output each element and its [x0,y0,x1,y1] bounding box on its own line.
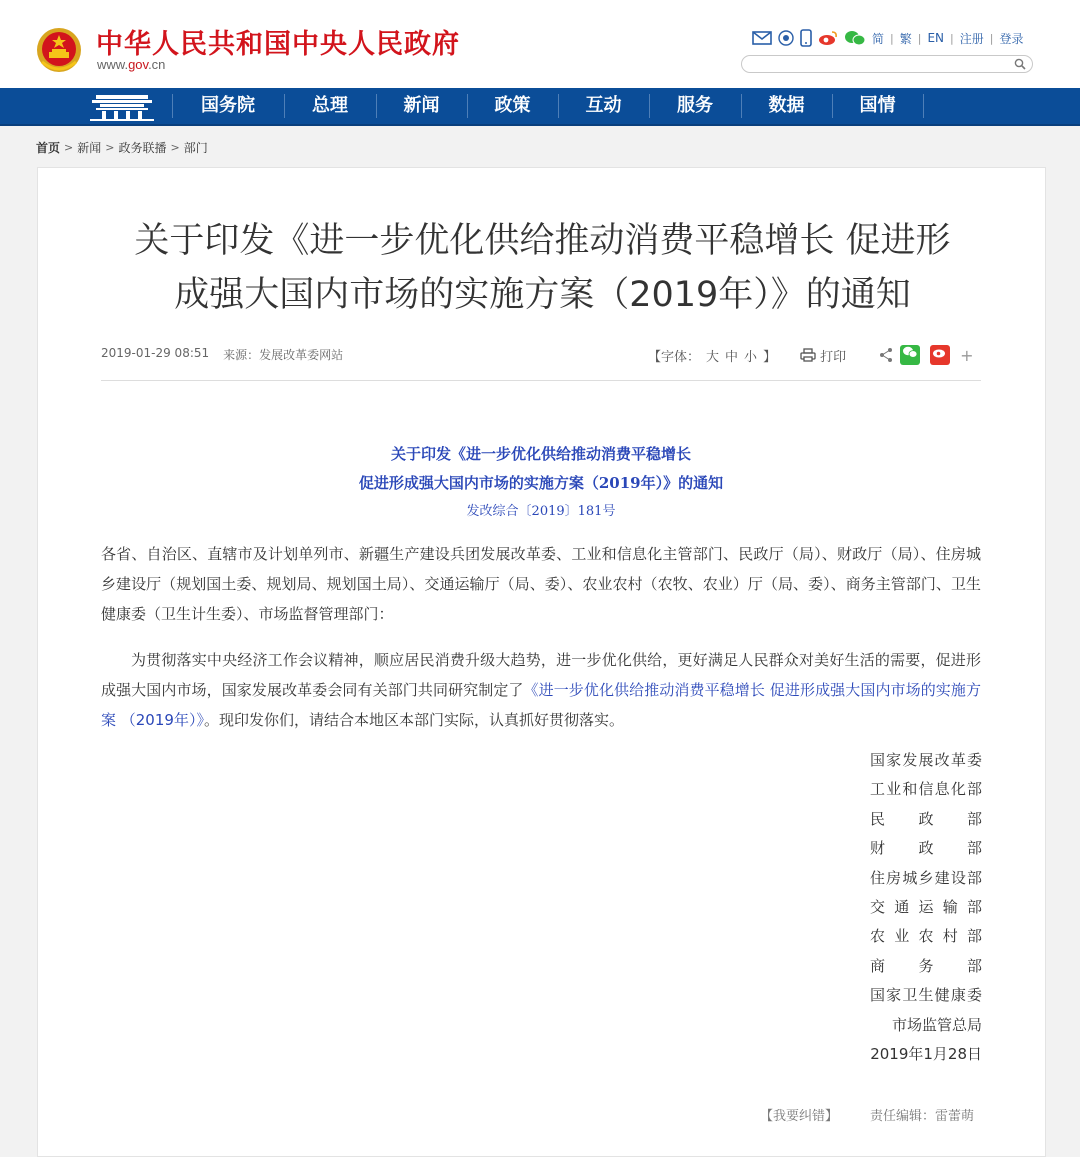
nav-item-interaction[interactable]: 互动 [585,95,622,116]
share-weibo-button[interactable] [930,345,950,365]
lang-traditional-link[interactable]: 繁 [899,31,912,46]
wechat-icon [902,345,918,359]
header-tools [752,28,1024,48]
separator: | [890,31,894,45]
mail-icon[interactable] [752,30,772,46]
font-size-medium[interactable]: 中 [725,349,739,365]
font-size-open: 【字体： [648,349,701,365]
article-title [96,214,989,322]
nav-item-news[interactable]: 新闻 [403,95,440,116]
site-header [0,0,1080,88]
nav-item-state-council[interactable]: 国务院 [201,95,255,116]
addressee-paragraph: 各省、自治区、直辖市及计划单列市、新疆生产建设兵团发展改革委、工业和信息化主管部门、民政厅（局）、财政厅（局）、住房城乡建设厅（规划国土委、规划局、规划国土局）、交通运输厅（局、委）、农业农村（农牧、农业）厅（局、委）、商务主管部门、卫生健康委（卫生计生委）、市场监督管理部门： [101,545,981,623]
breadcrumb-departments[interactable]: 部门 [183,141,208,155]
signatory: 住房城乡建设部 [870,868,982,887]
document-heading-line: 促进形成强大国内市场的实施方案（2019年）》的通知 [358,474,724,492]
signatory: 市场监管总局 [891,1015,982,1034]
document-heading-line: 关于印发《进一步优化供给推动消费平稳增长 [390,445,691,463]
responsible-editor: 责任编辑：雷蕾萌 [870,1109,975,1124]
nav-item-national-profile[interactable]: 国情 [859,95,896,116]
article-footer [760,1105,974,1124]
site-title[interactable]: 中华人民共和国中央人民政府 [96,29,460,60]
source-name: 发展改革委网站 [259,348,344,362]
font-size-close: 】 [763,349,777,365]
source-info [223,346,343,363]
breadcrumb-gov-affairs[interactable]: 政务联播 [118,141,167,155]
body-text: 为贯彻落实中央经济工作会议精神，顺应居民消费升级大趋势，进一步优化供给，更好满足人民群众对美好生活的需要，促进形成强大国内市场，国家发展改革委会同有关部门共同研究制定了 [101,651,981,699]
wechat-icon[interactable] [844,30,866,46]
body-text: 。现印发你们，请结合本地区本部门实际，认真抓好贯彻落实。 [203,711,624,729]
signatory: 工业和信息化部 [870,780,982,799]
plan-link[interactable]: 《进一步优化供给推动消费平稳增长 促进形成强大国内市场的实施方案 （2019年）》 [101,681,981,729]
lang-simplified-link[interactable]: 简 [872,31,885,46]
printer-icon [800,348,816,362]
nav-item-premier[interactable]: 总理 [312,95,348,116]
share-icon[interactable] [878,347,894,363]
signatory: 国家卫生健康委 [870,986,982,1005]
divider [101,380,981,381]
separator: | [917,31,922,45]
weibo-icon[interactable] [818,30,838,46]
breadcrumb-news[interactable]: 新闻 [77,141,102,155]
breadcrumb-separator: > [170,141,180,154]
register-link[interactable]: 注册 [959,31,984,46]
nav-divider [923,94,924,118]
font-size-large[interactable]: 大 [706,349,720,365]
signatories [870,746,982,1069]
home-gate-icon[interactable] [88,91,156,121]
site-url-suffix: .cn [148,57,166,72]
article-title-line: 关于印发《进一步优化供给推动消费平稳增长 促进形 [134,221,951,261]
print-button[interactable] [800,346,846,365]
signatory: 农业农村部 [870,927,982,946]
breadcrumb-home[interactable]: 首页 [36,141,61,155]
signatory: 商 务 部 [870,956,982,975]
article-card [37,167,1046,1157]
separator: | [989,31,994,45]
login-link[interactable]: 登录 [999,31,1024,46]
article-title-line: 成强大国内市场的实施方案（2019年）》的通知 [174,275,911,315]
share-wechat-button[interactable] [900,345,920,365]
mobile-icon[interactable] [800,29,812,47]
search-box [741,55,1033,73]
signatory: 民 政 部 [870,809,982,828]
national-emblem-icon[interactable] [36,26,82,74]
signatory: 国家发展改革委 [870,751,982,769]
separator: | [950,31,954,45]
main-nav [0,88,1080,126]
more-share-button[interactable]: + [960,345,974,365]
rss-icon[interactable] [778,30,794,46]
publish-date: 2019-01-29 08:51 [101,346,210,360]
weibo-icon [932,345,948,359]
site-url[interactable] [97,57,165,72]
breadcrumb-separator: > [64,141,74,154]
document-heading [101,440,981,498]
signatory: 交通运输部 [870,898,982,917]
nav-item-data[interactable]: 数据 [768,95,805,116]
font-size-small[interactable]: 小 [744,349,758,365]
print-label: 打印 [820,349,847,365]
body-paragraph [101,645,981,735]
breadcrumb [36,139,208,156]
document-number: 发改综合〔2019〕181号 [466,504,616,519]
article-meta [101,346,343,363]
search-icon[interactable] [1014,58,1026,70]
lang-en-link[interactable]: EN [927,31,945,45]
report-error-link[interactable]: 【我要纠错】 [760,1109,839,1124]
article-tools [648,345,974,365]
site-url-prefix: www. [97,57,129,72]
site-url-brand: gov [128,57,149,72]
nav-item-services[interactable]: 服务 [677,95,713,116]
search-input[interactable] [752,57,1006,73]
source-label: 来源： [223,348,260,362]
nav-item-policy[interactable]: 政策 [494,95,531,116]
breadcrumb-separator: > [105,141,115,154]
signatory: 财 政 部 [870,839,982,858]
sign-date: 2019年1月28日 [870,1045,982,1064]
